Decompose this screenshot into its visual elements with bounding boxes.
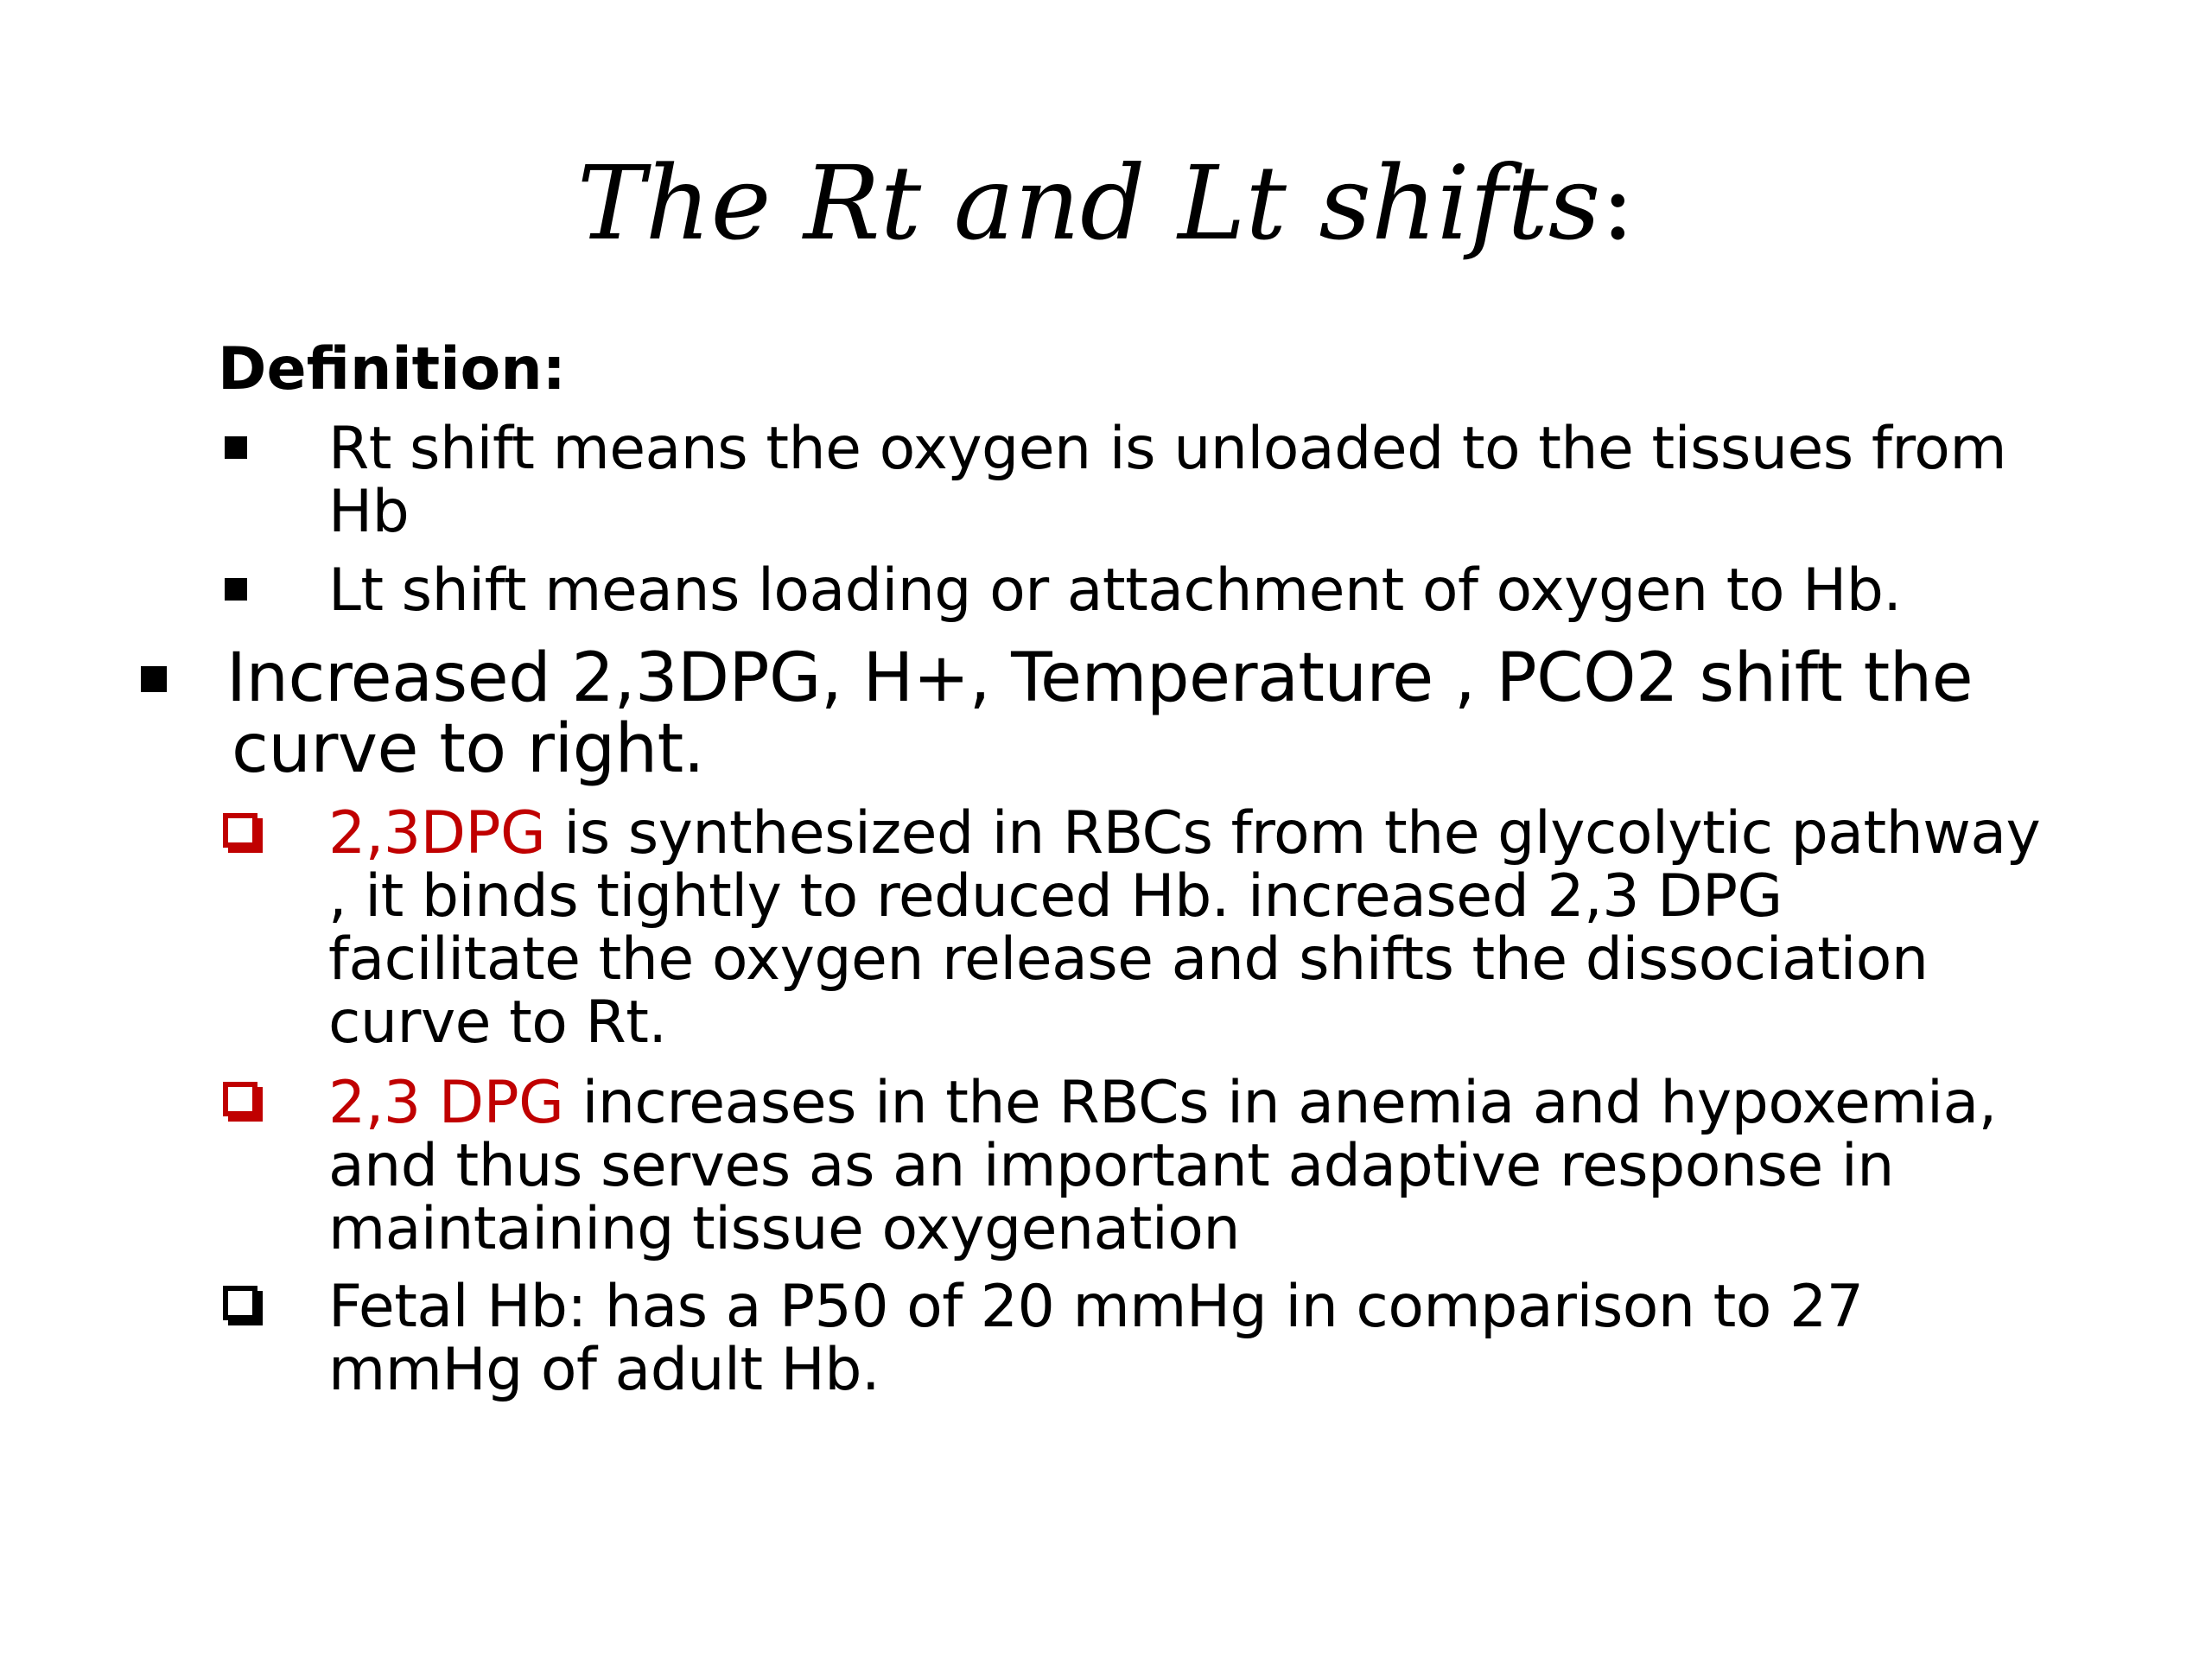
definition-heading: Definition: — [218, 335, 566, 404]
detail-item-1-highlight: 2,3DPG — [328, 799, 546, 868]
slide-title — [0, 143, 2212, 264]
slide-title-text: The Rt and Lt shifts — [576, 143, 1601, 263]
square-bullet-icon — [225, 578, 247, 601]
red-checkbox-bullet-icon — [223, 1082, 263, 1122]
detail-item-2-line3: maintaining tissue oxygenation — [328, 1195, 1240, 1263]
detail-item-2-line2: and thus serves as an important adaptive response in — [328, 1132, 1894, 1200]
detail-item-1-line1-rest: is synthesized in RBCs from the glycolytic pathway — [545, 799, 2041, 868]
red-checkbox-bullet-icon — [223, 813, 263, 853]
square-bullet-icon — [141, 666, 167, 692]
detail-item-2-line1-rest: increases in the RBCs in anemia and hypoxemia, — [563, 1069, 1997, 1137]
detail-item-3-line2: mmHg of adult Hb. — [328, 1336, 880, 1404]
square-bullet-icon — [225, 436, 247, 459]
black-checkbox-bullet-icon — [223, 1286, 263, 1325]
detail-item-1-line1 — [328, 799, 2041, 868]
detail-item-2-line1 — [328, 1071, 1997, 1135]
detail-item-1-line3: facilitate the oxygen release and shifts the dissociation — [328, 925, 1929, 994]
definition-item-rt-line1: Rt shift means the oxygen is unloaded to the tissues from — [328, 415, 2007, 483]
detail-item-1-line4: curve to Rt. — [328, 988, 667, 1057]
main-point-line2: curve to right. — [232, 710, 704, 788]
detail-item-2-highlight: 2,3 DPG — [328, 1069, 564, 1137]
main-point-line1: Increased 2,3DPG, H+, Temperature , PCO2 shift the — [226, 639, 1974, 717]
definition-item-rt-line2: Hb — [328, 478, 410, 546]
slide-title-colon: : — [1600, 143, 1636, 263]
detail-item-1-line2: , it binds tightly to reduced Hb. increased 2,3 DPG — [328, 862, 1783, 931]
detail-item-3-line1: Fetal Hb: has a P50 of 20 mmHg in comparison to 27 — [328, 1273, 1864, 1341]
definition-item-lt-line1: Lt shift means loading or attachment of oxygen to Hb. — [328, 556, 1902, 625]
